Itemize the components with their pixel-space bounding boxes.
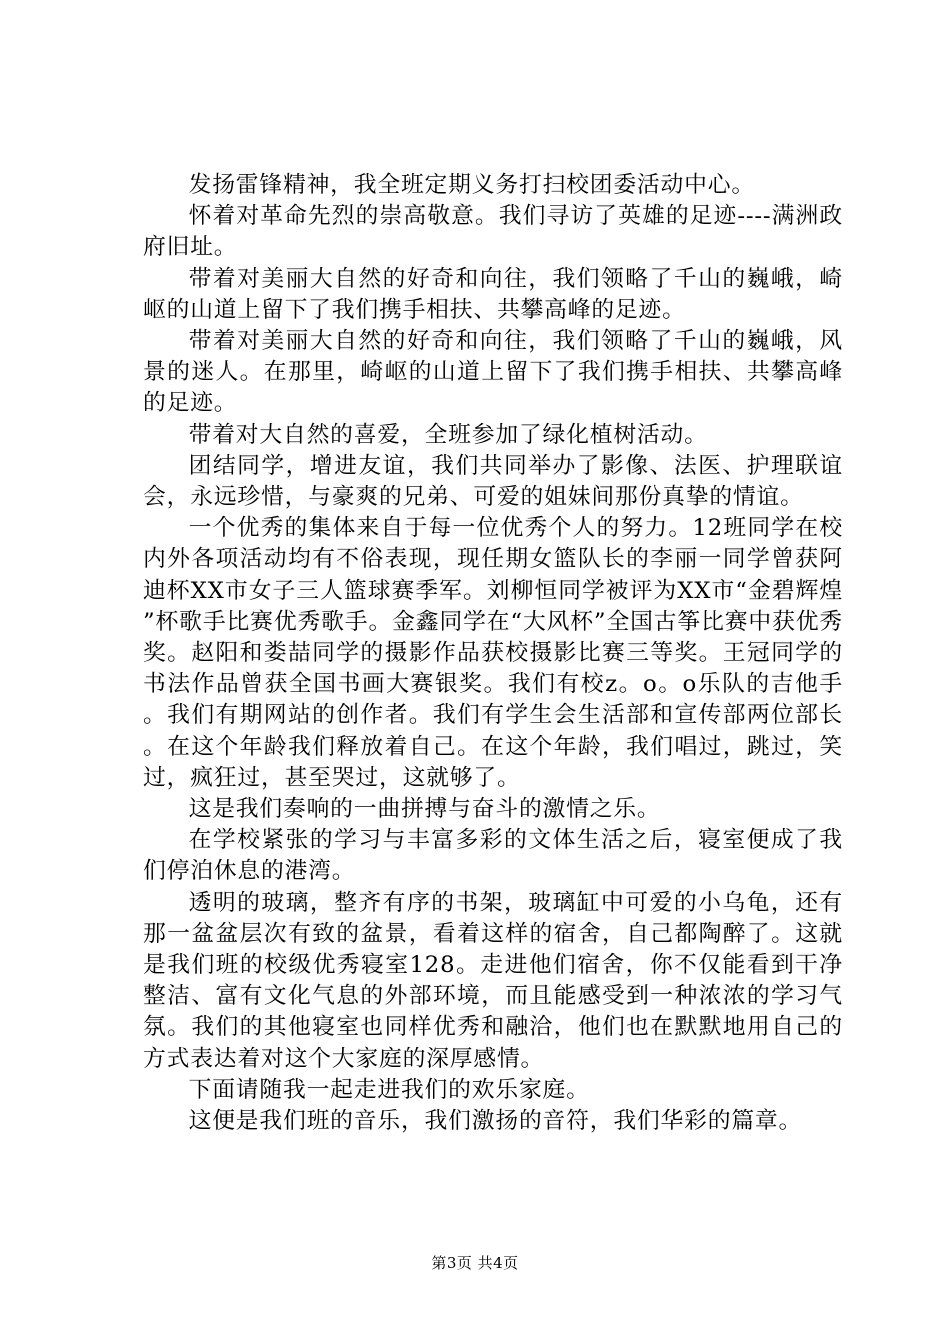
paragraph: 这是我们奏响的一曲拼搏与奋斗的激情之乐。: [188, 796, 661, 823]
paragraph: 透明的玻璃，整齐有序的书架，玻璃缸中可爱的小乌龟，还有那一盆盆层次有致的盆景，看着这样的宿舍，自己都陶醉了。这就是我们班的校级优秀寝室128。走进他们宿舍，你不仅能看到干净整洁、富有文化气息的外部环境，而且能感受到一种浓浓的学习气氛。我们的其他寝室也同样优秀和融洽，他们也在默默地用自己的方式表达着对这个大家庭的深厚感情。: [143, 889, 843, 1072]
page-footer: 第3页 共4页: [431, 1254, 519, 1272]
paragraph: 这便是我们班的音乐，我们激扬的音符，我们华彩的篇章。: [188, 1108, 803, 1135]
paragraph: 带着对大自然的喜爱，全班参加了绿化植树活动。: [188, 421, 708, 448]
paragraph: 团结同学，增进友谊，我们共同举办了影像、法医、护理联谊会，永远珍惜，与豪爽的兄弟、可爱的姐妹间那份真挚的情谊。: [143, 452, 843, 511]
paragraph: 下面请随我一起走进我们的欢乐家庭。: [188, 1076, 590, 1103]
paragraph: 带着对美丽大自然的好奇和向往，我们领略了千山的巍峨，风景的迷人。在那里，崎岖的山道上留下了我们携手相扶、共攀高峰的足迹。: [143, 328, 843, 417]
paragraph: 一个优秀的集体来自于每一位优秀个人的努力。12班同学在校内外各项活动均有不俗表现，现任期女篮队长的李丽一同学曾获阿迪杯XX市女子三人篮球赛季军。刘柳恒同学被评为XX市“金碧辉煌”杯歌手比赛优秀歌手。金鑫同学在“大风杯”全国古筝比赛中获优秀奖。赵阳和娄喆同学的摄影作品获校摄影比赛三等奖。王冠同学的书法作品曾获全国书画大赛银奖。我们有校z。o。o乐队的吉他手。我们有期网站的创作者。我们有学生会生活部和宣传部两位部长。在这个年龄我们释放着自己。在这个年龄，我们唱过，跳过，笑过，疯狂过，甚至哭过，这就够了。: [143, 515, 843, 791]
paragraph: 怀着对革命先烈的崇高敬意。我们寻访了英雄的足迹----满洲政府旧址。: [143, 203, 843, 261]
paragraph: 发扬雷锋精神，我全班定期义务打扫校团委活动中心。: [188, 172, 755, 198]
paragraph: 在学校紧张的学习与丰富多彩的文体生活之后，寝室便成了我们停泊休息的港湾。: [143, 827, 843, 885]
paragraph: 带着对美丽大自然的好奇和向往，我们领略了千山的巍峨，崎岖的山道上留下了我们携手相扶、共攀高峰的足迹。: [143, 265, 843, 323]
body-text: [143, 170, 843, 1137]
